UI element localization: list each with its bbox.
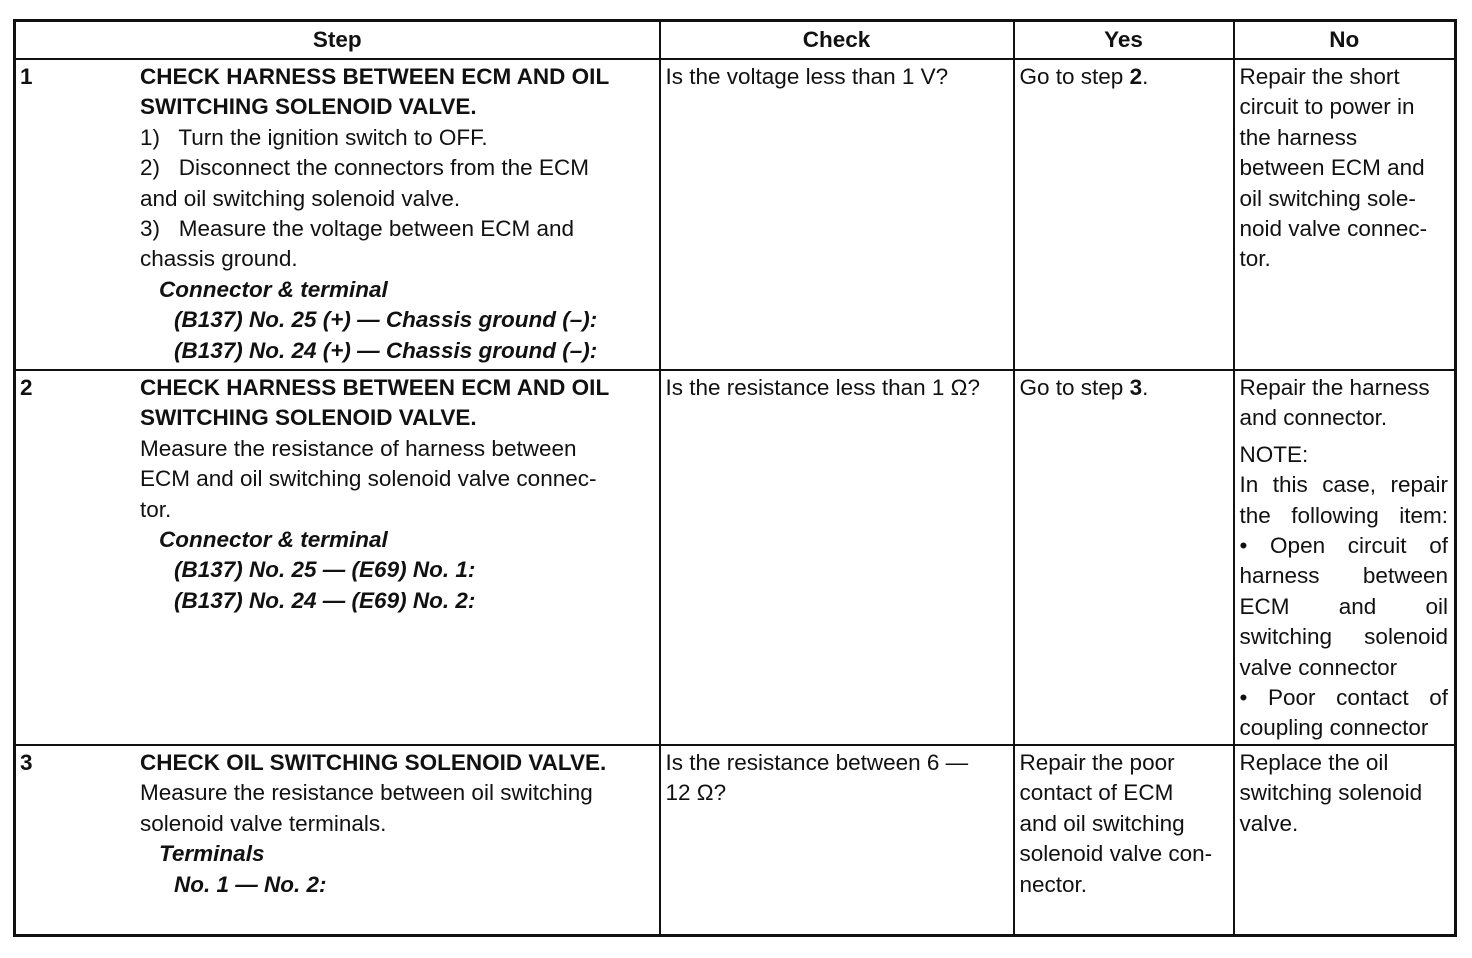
step-instruction: 3) Measure the voltage between ECM and [140, 216, 574, 242]
no-text: circuit to power in [1239, 94, 1415, 120]
step-number: 2 [20, 375, 33, 400]
yes-text: and oil switching [1019, 810, 1185, 836]
no-text: Repair the harness [1239, 375, 1430, 400]
check-cell [660, 59, 1014, 370]
terminal-spec: No. 1 — No. 2: [174, 871, 327, 897]
note-text: • Poor contact of [1239, 685, 1448, 711]
step-number: 1 [20, 64, 33, 89]
no-text: tor. [1239, 246, 1271, 272]
no-cell [1234, 370, 1456, 745]
header-check: Check [660, 21, 1014, 60]
diagnostic-table [13, 19, 1457, 937]
check-cell [660, 370, 1014, 745]
note-text: harness between [1239, 563, 1448, 589]
step-title: SWITCHING SOLENOID VALVE. [140, 94, 477, 120]
yes-text: Go to step [1019, 64, 1130, 89]
step-instruction: tor. [140, 496, 172, 522]
step-instruction: chassis ground. [140, 246, 298, 272]
terminal-spec: (B137) No. 25 (+) — Chassis ground (–): [174, 307, 598, 333]
no-text: oil switching sole- [1239, 185, 1416, 211]
no-text: switching solenoid [1239, 780, 1423, 806]
no-text: between ECM and [1239, 155, 1425, 181]
yes-text: Go to step [1019, 375, 1130, 400]
check-text: Is the resistance between 6 — [665, 750, 969, 775]
note-text: In this case, repair [1239, 472, 1448, 498]
yes-step-ref: 2 [1129, 64, 1143, 89]
step-cell [15, 745, 660, 936]
table-row [15, 745, 1456, 936]
step-instruction: solenoid valve terminals. [140, 810, 387, 836]
note-text: ECM and oil [1239, 593, 1448, 619]
no-text: noid valve connec- [1239, 216, 1428, 242]
note-text: coupling connector [1239, 715, 1429, 741]
terminals-heading: Terminals [159, 841, 265, 867]
note-label: NOTE: [1239, 441, 1309, 467]
table-row [15, 370, 1456, 745]
no-cell [1234, 59, 1456, 370]
yes-text: . [1142, 375, 1149, 400]
check-text: Is the resistance less than 1 Ω? [665, 375, 980, 400]
terminal-spec: (B137) No. 24 (+) — Chassis ground (–): [174, 337, 598, 363]
check-text: 12 Ω? [665, 780, 727, 806]
step-instruction: Measure the resistance of harness between [140, 435, 577, 461]
no-text: the harness [1239, 124, 1358, 150]
terminal-spec: (B137) No. 25 — (E69) No. 1: [174, 557, 476, 583]
no-text: Repair the short [1239, 64, 1400, 89]
yes-text: contact of ECM [1019, 780, 1174, 806]
yes-cell [1014, 745, 1234, 936]
step-cell [15, 59, 660, 370]
note-text: the following item: [1239, 502, 1448, 528]
step-instruction: ECM and oil switching solenoid valve connec- [140, 466, 597, 492]
yes-text: Repair the poor [1019, 750, 1175, 775]
yes-text: nector. [1019, 871, 1088, 897]
note-text: valve connector [1239, 654, 1398, 680]
no-cell [1234, 745, 1456, 936]
step-title: CHECK OIL SWITCHING SOLENOID VALVE. [140, 750, 607, 775]
connector-terminal-heading: Connector & terminal [159, 276, 388, 302]
yes-cell [1014, 59, 1234, 370]
check-cell [660, 745, 1014, 936]
step-title: CHECK HARNESS BETWEEN ECM AND OIL [140, 375, 610, 400]
step-instruction: 2) Disconnect the connectors from the ECM [140, 155, 589, 181]
step-instruction: and oil switching solenoid valve. [140, 185, 461, 211]
check-text: Is the voltage less than 1 V? [665, 64, 949, 89]
header-yes: Yes [1014, 21, 1234, 60]
connector-terminal-heading: Connector & terminal [159, 527, 388, 553]
step-title: SWITCHING SOLENOID VALVE. [140, 405, 477, 431]
yes-text: . [1142, 64, 1149, 89]
table-row [15, 59, 1456, 370]
step-instruction: 1) Turn the ignition switch to OFF. [140, 124, 488, 150]
yes-step-ref: 3 [1129, 375, 1143, 400]
no-text: and connector. [1239, 405, 1388, 431]
no-text: valve. [1239, 810, 1299, 836]
terminal-spec: (B137) No. 24 — (E69) No. 2: [174, 587, 476, 613]
note-text: switching solenoid [1239, 624, 1448, 650]
no-text: Replace the oil [1239, 750, 1389, 775]
step-instruction: Measure the resistance between oil switching [140, 780, 593, 806]
yes-text: solenoid valve con- [1019, 841, 1213, 867]
step-title: CHECK HARNESS BETWEEN ECM AND OIL [140, 64, 610, 89]
step-cell [15, 370, 660, 745]
header-step: Step [15, 21, 660, 60]
header-row [15, 21, 1456, 60]
step-number: 3 [20, 750, 33, 775]
yes-cell [1014, 370, 1234, 745]
note-text: • Open circuit of [1239, 533, 1448, 559]
header-no: No [1234, 21, 1456, 60]
